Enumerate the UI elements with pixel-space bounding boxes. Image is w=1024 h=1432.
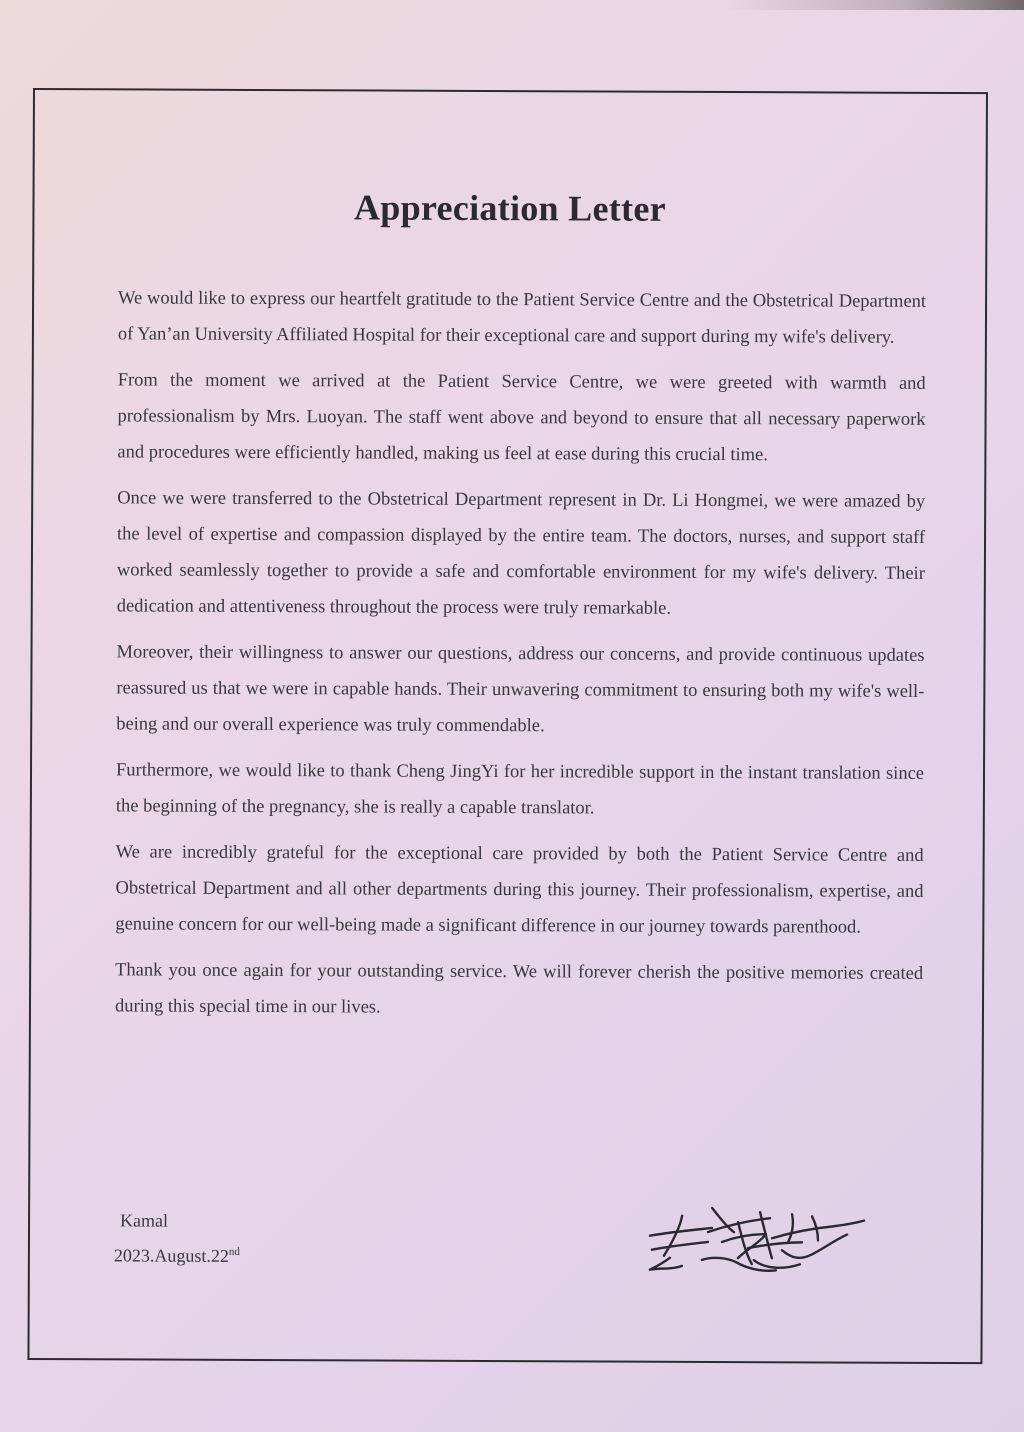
- paragraph: Furthermore, we would like to thank Cheng JingYi for her incredible support in the instant translation since the beginning of the pregnancy, she is really a capable translator.: [115, 760, 925, 819]
- paragraph: We would like to express our heartfelt gratitude to the Patient Service Centre and the Obstetrical Department of Yan’an University Affiliated Hospital for their exceptional care and support during my wife's delivery.: [117, 288, 927, 348]
- handwritten-signature-icon: [642, 1198, 872, 1289]
- letter-closing: [114, 1210, 240, 1267]
- paragraph: We are incredibly grateful for the exceptional care provided by both the Patient Service Centre and Obstetrical Department and all other departments during this journey. Their professionalism, expertise, and genuine concern for our well-being made a significant difference in our journey towards parenthood.: [115, 842, 924, 938]
- paragraph: Thank you once again for your outstanding service. We will forever cherish the positive memories created during this special time in our lives.: [114, 960, 924, 1018]
- paragraph: From the moment we arrived at the Patient Service Centre, we were greeted with warmth and professionalism by Mrs. Luoyan. The staff went above and beyond to ensure that all necessary paperwork and procedures were efficiently handled, making us feel at ease during this crucial time.: [117, 370, 926, 466]
- letter-body: [115, 280, 926, 1038]
- date-main: 2023.August.22: [113, 1245, 229, 1266]
- letter-title: Appreciation Letter: [353, 187, 667, 229]
- letter-date: [114, 1245, 240, 1267]
- paragraph: Moreover, their willingness to answer our questions, address our concerns, and provide continuous updates reassured us that we were in capable hands. Their unwavering commitment to ensuring both my wife's well-being and our overall experience was truly commendable.: [116, 642, 925, 737]
- date-suffix: nd: [228, 1245, 240, 1258]
- paragraph: Once we were transferred to the Obstetrical Department represent in Dr. Li Hongmei, we were amazed by the level of expertise and compassion displayed by the entire team. The doctors, nurses, and support staff worked seamlessly together to provide a safe and comfortable environment for my wife's delivery. Their dedication and attentiveness throughout the process were truly remarkable.: [116, 488, 926, 619]
- paper-edge-shadow: [724, 0, 1024, 10]
- signer-name: Kamal: [120, 1210, 169, 1231]
- letter-frame: [27, 88, 988, 1364]
